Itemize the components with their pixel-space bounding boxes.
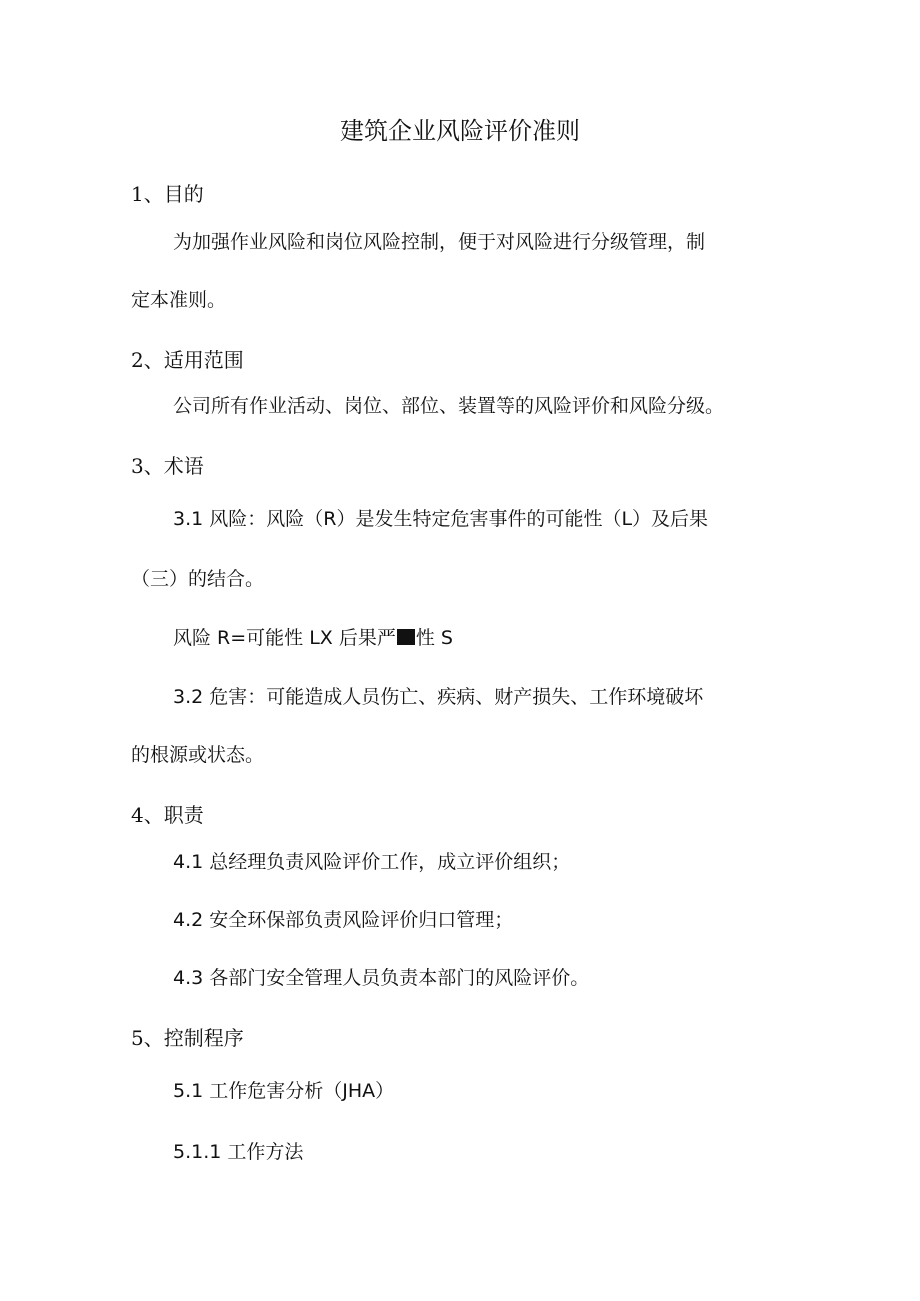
- term-3-1-line-2: （三）的结合。: [131, 568, 265, 590]
- section-3-heading: 3、术语: [131, 454, 204, 478]
- duty-item-4-3: 4.3 各部门安全管理人员负责本部门的风险评价。: [173, 967, 590, 989]
- procedure-5-1-1: 5.1.1 工作方法: [173, 1141, 304, 1163]
- section-2-paragraph: 公司所有作业活动、岗位、部位、装置等的风险评价和风险分级。: [173, 395, 725, 417]
- term-3-2-line-2: 的根源或状态。: [131, 744, 265, 766]
- page-title: 建筑企业风险评价准则: [340, 117, 580, 145]
- procedure-5-1: 5.1 工作危害分析（JHA）: [173, 1080, 395, 1102]
- term-3-2-line-1: 3.2 危害：可能造成人员伤亡、疾病、财产损失、工作环境破坏: [173, 686, 704, 708]
- section-5-heading: 5、控制程序: [131, 1026, 244, 1050]
- section-1-heading: 1、目的: [131, 182, 204, 206]
- redacted-character-block: [397, 629, 415, 645]
- section-2-heading: 2、适用范围: [131, 348, 244, 372]
- duty-item-4-1: 4.1 总经理负责风险评价工作，成立评价组织；: [173, 851, 571, 873]
- section-4-heading: 4、职责: [131, 803, 204, 827]
- risk-formula: [173, 629, 453, 648]
- section-1-paragraph-line-1: 为加强作业风险和岗位风险控制，便于对风险进行分级管理，制: [173, 231, 706, 253]
- duty-item-4-2: 4.2 安全环保部负责风险评价归口管理；: [173, 909, 514, 931]
- risk-formula-right: 性 S: [415, 627, 453, 649]
- risk-formula-left: 风险 R=可能性 LX 后果严: [173, 627, 396, 649]
- section-1-paragraph-line-2: 定本准则。: [131, 289, 227, 311]
- term-3-1-line-1: 3.1 风险：风险（R）是发生特定危害事件的可能性（L）及后果: [173, 508, 709, 530]
